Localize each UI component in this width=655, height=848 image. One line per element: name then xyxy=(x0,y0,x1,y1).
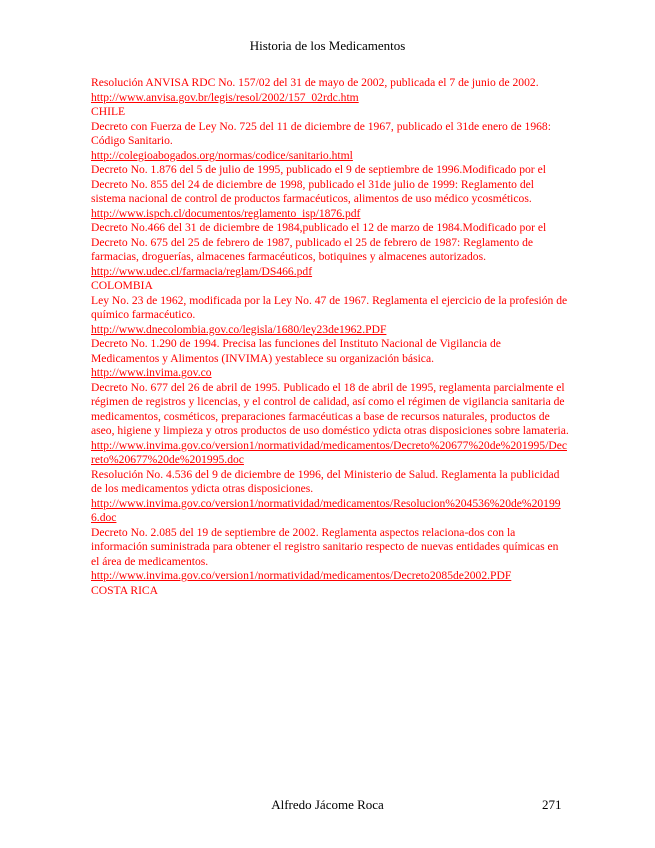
page-body xyxy=(91,76,569,598)
colombia-item-text: Decreto No. 2.085 del 19 de septiembre de 2002. Reglamenta aspectos relaciona-dos con la información suministrada para obtener el registro sanitario respecto de nuevas entidades químicas en el área de medicamentos. xyxy=(91,525,559,568)
colombia-item-text: Ley No. 23 de 1962, modificada por la Ley No. 47 de 1967. Reglamenta el ejercicio de la profesión de químico farmacéutico. xyxy=(91,293,568,321)
brazil-resolution-text: Resolución ANVISA RDC No. 157/02 del 31 de mayo de 2002, publicada el 7 de junio de 2002. xyxy=(91,76,539,89)
section-heading-chile: CHILE xyxy=(91,105,126,118)
section-heading-colombia: COLOMBIA xyxy=(91,279,153,292)
chile-item-link[interactable]: http://www.udec.cl/farmacia/reglam/DS466.pdf xyxy=(91,264,313,278)
chile-item-link[interactable]: http://colegioabogados.org/normas/codice/sanitario.html xyxy=(91,148,353,162)
colombia-item-link[interactable]: http://www.invima.gov.co xyxy=(91,366,212,379)
brazil-resolution-link[interactable]: http://www.anvisa.gov.br/legis/resol/2002/157_02rdc.htm xyxy=(91,90,359,104)
colombia-item-link[interactable]: http://www.invima.gov.co/version1/normatividad/medicamentos/Resolucion%204536%20de%201996.doc xyxy=(91,496,561,524)
chile-item-link[interactable]: http://www.ispch.cl/documentos/reglamento_isp/1876.pdf xyxy=(91,206,361,220)
chile-item-text: Decreto No. 1.876 del 5 de julio de 1995, publicado el 9 de septiembre de 1996.Modificado por el Decreto No. 855 del 24 de diciembre de 1998, publicado el 31de julio de 1999: Reglamento del sistema nacional de control de productos farmacéuticos, alimentos de uso médico ycosméticos. xyxy=(91,163,546,205)
colombia-item-text: Decreto No. 677 del 26 de abril de 1995. Publicado el 18 de abril de 1995, reglamenta parcialmente el régimen de registros y licencias, y el control de calidad, así como el régimen de vigilancia sanitaria de medicamentos, cosméticos, preparaciones farmacéuticas a base de recursos naturales, productos de aseo, higiene y limpieza y otros productos de uso doméstico ydicta otras disposiciones sobre lamateria. xyxy=(91,380,569,437)
footer-page-number: 271 xyxy=(542,797,562,812)
colombia-item-text: Decreto No. 1.290 de 1994. Precisa las funciones del Instituto Nacional de Vigilancia de Medicamentos y Alimentos (INVIMA) yestablece su organización básica. xyxy=(91,337,501,365)
footer-author: Alfredo Jácome Roca xyxy=(271,797,384,812)
page-header: Historia de los Medicamentos xyxy=(249,38,406,53)
chile-item-text: Decreto No.466 del 31 de diciembre de 1984,publicado el 12 de marzo de 1984.Modificado por el Decreto No. 675 del 25 de febrero de 1987, publicado el 25 de febrero de 1987: Reglamento de farmacias, droguerías, almacenes farmacéuticos, botiquines y almacenes autorizados. xyxy=(91,221,547,263)
colombia-item-link[interactable]: http://www.invima.gov.co/version1/normatividad/medicamentos/Decreto2085de2002.PDF xyxy=(91,569,512,582)
colombia-item-link[interactable]: http://www.dnecolombia.gov.co/legisla/1680/ley23de1962.PDF xyxy=(91,322,387,336)
colombia-item-text: Resolución No. 4.536 del 9 de diciembre de 1996, del Ministerio de Salud. Reglamenta la publicidad de los medicamentos ydicta otras disposiciones. xyxy=(91,467,560,495)
chile-item-text: Decreto con Fuerza de Ley No. 725 del 11 de diciembre de 1967, publicado el 31de enero de 1968: Código Sanitario. xyxy=(91,119,551,147)
colombia-item-link[interactable]: http://www.invima.gov.co/version1/normatividad/medicamentos/Decreto%20677%20de%201995/Decreto%20677%20de%201995.doc xyxy=(91,438,567,466)
section-heading-costa-rica: COSTA RICA xyxy=(91,583,159,597)
